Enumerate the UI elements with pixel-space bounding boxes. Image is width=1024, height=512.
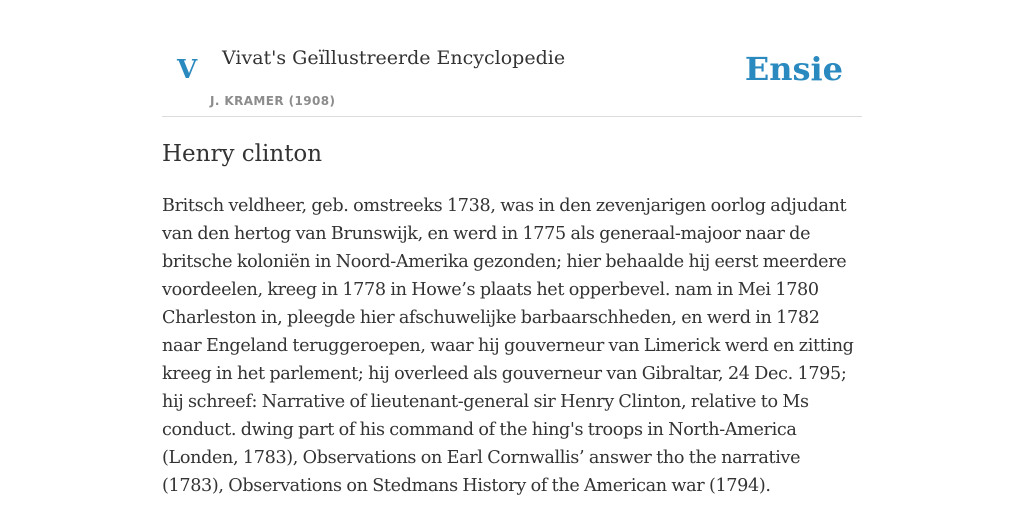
work-title[interactable]: Vivat's Geïllustreerde Encyclopedie <box>222 47 566 69</box>
entry-title: Henry clinton <box>162 141 323 167</box>
work-header <box>162 0 862 117</box>
work-author: J. KRAMER (1908) <box>210 94 336 108</box>
brand-logo[interactable]: Ensie <box>744 50 843 88</box>
entry-body: Britsch veldheer, geb. omstreeks 1738, was in den zevenjarigen oorlog adjudant van den hertog van Brunswijk, en werd in 1775 als generaal-majoor naar de britsche koloniën in Noord-Amerika gezonden; hier behaalde hij eerst meerdere voordeelen, kreeg in 1778 in Howe’s plaats het opperbevel. nam in Mei 1780 Charleston in, pleegde hier afschuwelijke barbaarschheden, en werd in 1782 naar Engeland teruggeroepen, waar hij gouverneur van Limerick werd en zitting kreeg in het parlement; hij overleed als gouverneur van Gibraltar, 24 Dec. 1795; hij schreef: Narrative of lieutenant-general sir Henry Clinton, relative to Ms conduct. dwing part of his command of the hing's troops in North-America (Londen, 1783), Observations on Earl Cornwallis’ answer tho the narrative (1783), Observations on Stedmans History of the American war (1794). <box>162 196 854 496</box>
volume-letter[interactable]: V <box>177 55 198 85</box>
page <box>162 0 862 496</box>
